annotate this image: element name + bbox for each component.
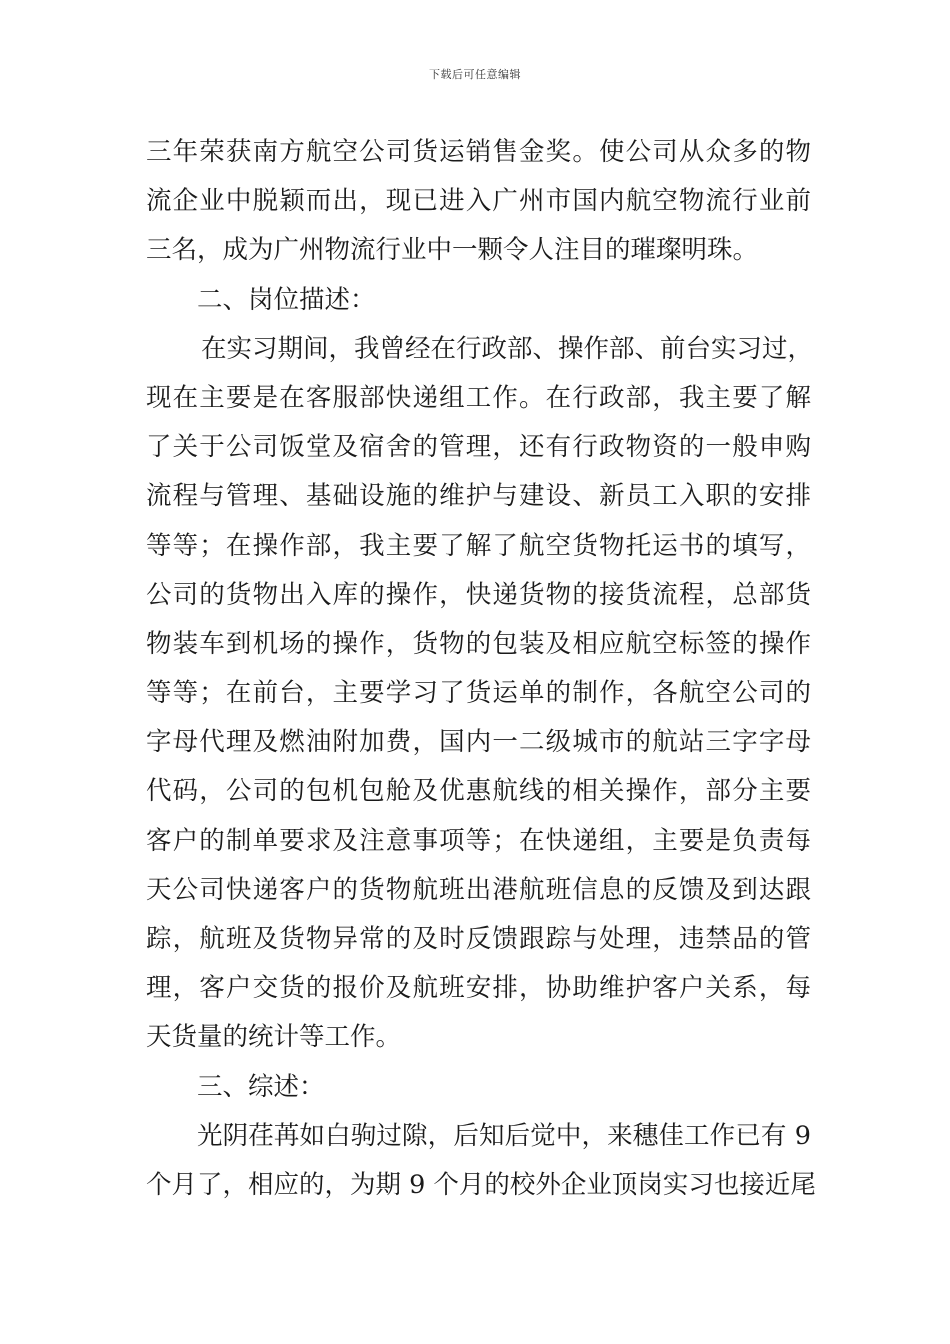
page-header-note: 下载后可任意编辑 xyxy=(429,68,521,81)
text-line: 等等；在操作部，我主要了解了航空货物托运书的填写， xyxy=(146,530,811,561)
text-line: 踪，航班及货物异常的及时反馈跟踪与处理，违禁品的管 xyxy=(146,924,811,954)
text-line: 天货量的统计等工作。 xyxy=(146,1022,402,1053)
text-line: 字母代理及燃油附加费，国内一二级城市的航站三字字母 xyxy=(146,727,811,758)
text-line: 现在主要是在客服部快递组工作。在行政部，我主要了解 xyxy=(146,382,811,413)
text-line: 流程与管理、基础设施的维护与建设、新员工入职的安排 xyxy=(146,481,811,512)
paragraph-job-description xyxy=(146,325,814,1063)
text-line: 在实习期间，我曾经在行政部、操作部、前台实习过， xyxy=(201,333,814,364)
text-line: 天公司快递客户的货物航班出港航班信息的反馈及到达跟 xyxy=(146,874,811,905)
text-line: 个月了，相应的，为期 9 个月的校外企业顶岗实习也接近尾 xyxy=(146,1169,816,1200)
section-heading-summary: 三、综述： xyxy=(197,1071,325,1102)
text-line: 理，客户交货的报价及航班安排，协助维护客户关系，每 xyxy=(146,973,811,1004)
text-line: 流企业中脱颖而出，现已进入广州市国内航空物流行业前 xyxy=(146,186,811,217)
text-line: 三名，成为广州物流行业中一颗令人注目的璀璨明珠。 xyxy=(146,235,759,266)
text-line: 代码，公司的包机包舱及优惠航线的相关操作，部分主要 xyxy=(146,776,811,807)
paragraph-summary xyxy=(146,1112,816,1210)
text-line: 客户的制单要求及注意事项等；在快递组，主要是负责每 xyxy=(146,825,811,856)
text-line: 物装车到机场的操作，货物的包装及相应航空标签的操作 xyxy=(146,628,811,659)
document-body xyxy=(146,128,816,1210)
text-line: 等等；在前台，主要学习了货运单的制作，各航空公司的 xyxy=(146,678,811,709)
paragraph-company-intro xyxy=(146,128,811,276)
text-line: 三年荣获南方航空公司货运销售金奖。使公司从众多的物 xyxy=(146,137,811,167)
section-heading-job-description: 二、岗位描述： xyxy=(197,284,376,315)
text-line: 公司的货物出入库的操作，快递货物的接货流程，总部货 xyxy=(146,579,811,610)
text-line: 光阴荏苒如白驹过隙，后知后觉中，来穗佳工作已有 9 xyxy=(197,1120,811,1151)
text-line: 了关于公司饭堂及宿舍的管理，还有行政物资的一般申购 xyxy=(146,432,811,463)
